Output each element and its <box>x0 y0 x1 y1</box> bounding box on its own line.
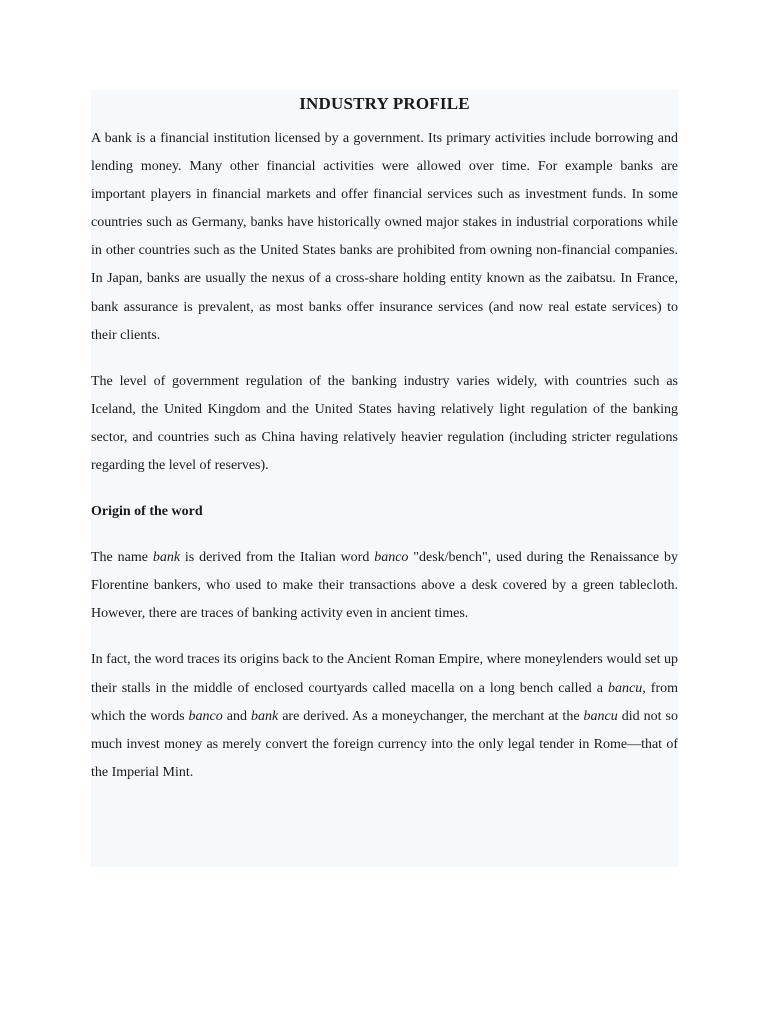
section-heading-origin: Origin of the word <box>91 504 203 520</box>
text-run: are derived. As a moneychanger, the merchant at the <box>278 708 584 724</box>
paragraph-origin-name <box>91 544 678 628</box>
italic-term: banco <box>374 550 409 566</box>
italic-term: bank <box>152 550 181 566</box>
paragraph-regulation: The level of government regulation of the banking industry varies widely, with countries such as Iceland, the United Kingdom and the United States having relatively light regulation of the banking sector, and countries such as China having relatively heavier regulation (including stricter regulations regarding the level of reserves). <box>91 373 678 474</box>
italic-term: bancu <box>583 708 618 724</box>
italic-term: banco <box>188 708 223 724</box>
paragraph-origin-roman <box>91 646 678 786</box>
italic-term: bank <box>250 708 279 724</box>
text-run: did not so much invest money as merely convert the foreign currency into the only legal tender in Rome—that of the Imperial Mint. <box>91 708 678 780</box>
text-run: is derived from the Italian word <box>180 550 375 566</box>
text-run: , from which the words <box>91 680 679 724</box>
text-run: and <box>222 708 251 724</box>
text-run: The name <box>91 550 153 566</box>
italic-term: bancu <box>608 680 643 696</box>
paragraph-bank-definition: A bank is a financial institution licensed by a government. Its primary activities include borrowing and lending money. Many other financial activities were allowed over time. For example banks are important players in financial markets and offer financial services such as investment funds. In some countries such as Germany, banks have historically owned major stakes in industrial corporations while in other countries such as the United States banks are prohibited from owning non-financial companies. In Japan, banks are usually the nexus of a cross-share holding entity known as the zaibatsu. In France, bank assurance is prevalent, as most banks offer insurance services (and now real estate services) to their clients. <box>91 131 678 343</box>
page-title: INDUSTRY PROFILE <box>299 94 470 113</box>
document-page <box>91 90 678 867</box>
text-run: In fact, the word traces its origins back to the Ancient Roman Empire, where moneylenders would set up their stalls in the middle of enclosed courtyards called macella on a long bench called a <box>91 652 678 696</box>
text-run: "desk/bench", used during the Renaissance by Florentine bankers, who used to make their transactions above a desk covered by a green tablecloth. However, there are traces of banking activity even in ancient times. <box>91 550 679 622</box>
